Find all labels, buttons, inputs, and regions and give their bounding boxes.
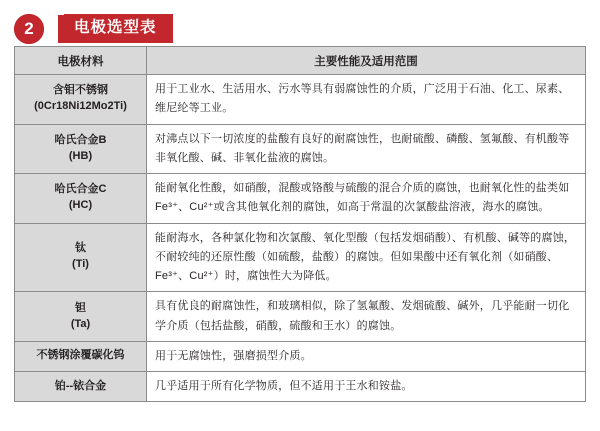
cell-description: 能耐海水，各种氯化物和次氯酸、氧化型酸（包括发烟硝酸）、有机酸、碱等的腐蚀，不耐较纯的还原性酸（如硫酸，盐酸）的腐蚀。但如果酸中还有氧化剂（如硝酸、Fe³⁺、Cu²⁺）时，腐蚀性大为降低。 (147, 223, 586, 292)
table-row (15, 75, 586, 125)
cell-material (15, 223, 147, 292)
column-header-material: 电极材料 (15, 47, 147, 75)
table-body (15, 75, 586, 402)
cell-material: 不锈钢涂覆碳化钨 (15, 341, 147, 371)
table-row (15, 124, 586, 174)
material-name-line1: 哈氏合金C (54, 183, 107, 196)
cell-material (15, 292, 147, 342)
title-group (58, 14, 173, 44)
column-header-description: 主要性能及适用范围 (147, 47, 586, 75)
material-name-line2: (0Cr18Ni12Mo2Ti) (34, 100, 127, 113)
material-name-line2: (Ta) (70, 317, 91, 330)
page-title: 电极选型表 (64, 14, 173, 44)
material-name-line1: 含钼不锈钢 (53, 84, 108, 97)
cell-description: 对沸点以下一切浓度的盐酸有良好的耐腐蚀性，也耐硫酸、磷酸、氢氟酸、有机酸等非氧化酸、碱、非氧化盐液的腐蚀。 (147, 124, 586, 174)
cell-description: 具有优良的耐腐蚀性，和玻璃相似，除了氢氟酸、发烟硫酸、碱外，几乎能耐一切化学介质（包括盐酸，硝酸，硫酸和王水）的腐蚀。 (147, 292, 586, 342)
table-row (15, 372, 586, 402)
document-header (0, 0, 600, 46)
material-name-line2: (HC) (68, 199, 93, 212)
cell-material: 铂--铱合金 (15, 372, 147, 402)
cell-description: 用于无腐蚀性，强磨损型介质。 (147, 341, 586, 371)
electrode-selection-table (14, 46, 586, 402)
section-number-badge: 2 (14, 14, 44, 44)
material-name-line2: (Ti) (72, 258, 89, 271)
material-name-line1: 钛 (75, 242, 86, 255)
table-row (15, 174, 586, 224)
cell-description: 能耐氧化性酸，如硝酸，混酸或铬酸与硫酸的混合介质的腐蚀，也耐氧化性的盐类如Fe³⁺、Cu²⁺或含其他氧化剂的腐蚀，如高于常温的次氯酸盐溶液，海水的腐蚀。 (147, 174, 586, 224)
cell-material (15, 75, 147, 125)
cell-material (15, 174, 147, 224)
table-header (15, 47, 586, 75)
material-name-line1: 钽 (75, 301, 86, 314)
cell-description: 用于工业水、生活用水、污水等具有弱腐蚀性的介质，广泛用于石油、化工、尿素、维尼纶等工业。 (147, 75, 586, 125)
table-container (0, 46, 600, 402)
material-name-line1: 哈氏合金B (54, 133, 107, 146)
table-row (15, 292, 586, 342)
cell-material (15, 124, 147, 174)
table-row (15, 223, 586, 292)
table-header-row (15, 47, 586, 75)
table-row (15, 341, 586, 371)
cell-description: 几乎适用于所有化学物质，但不适用于王水和铵盐。 (147, 372, 586, 402)
material-name-line2: (HB) (68, 149, 93, 162)
